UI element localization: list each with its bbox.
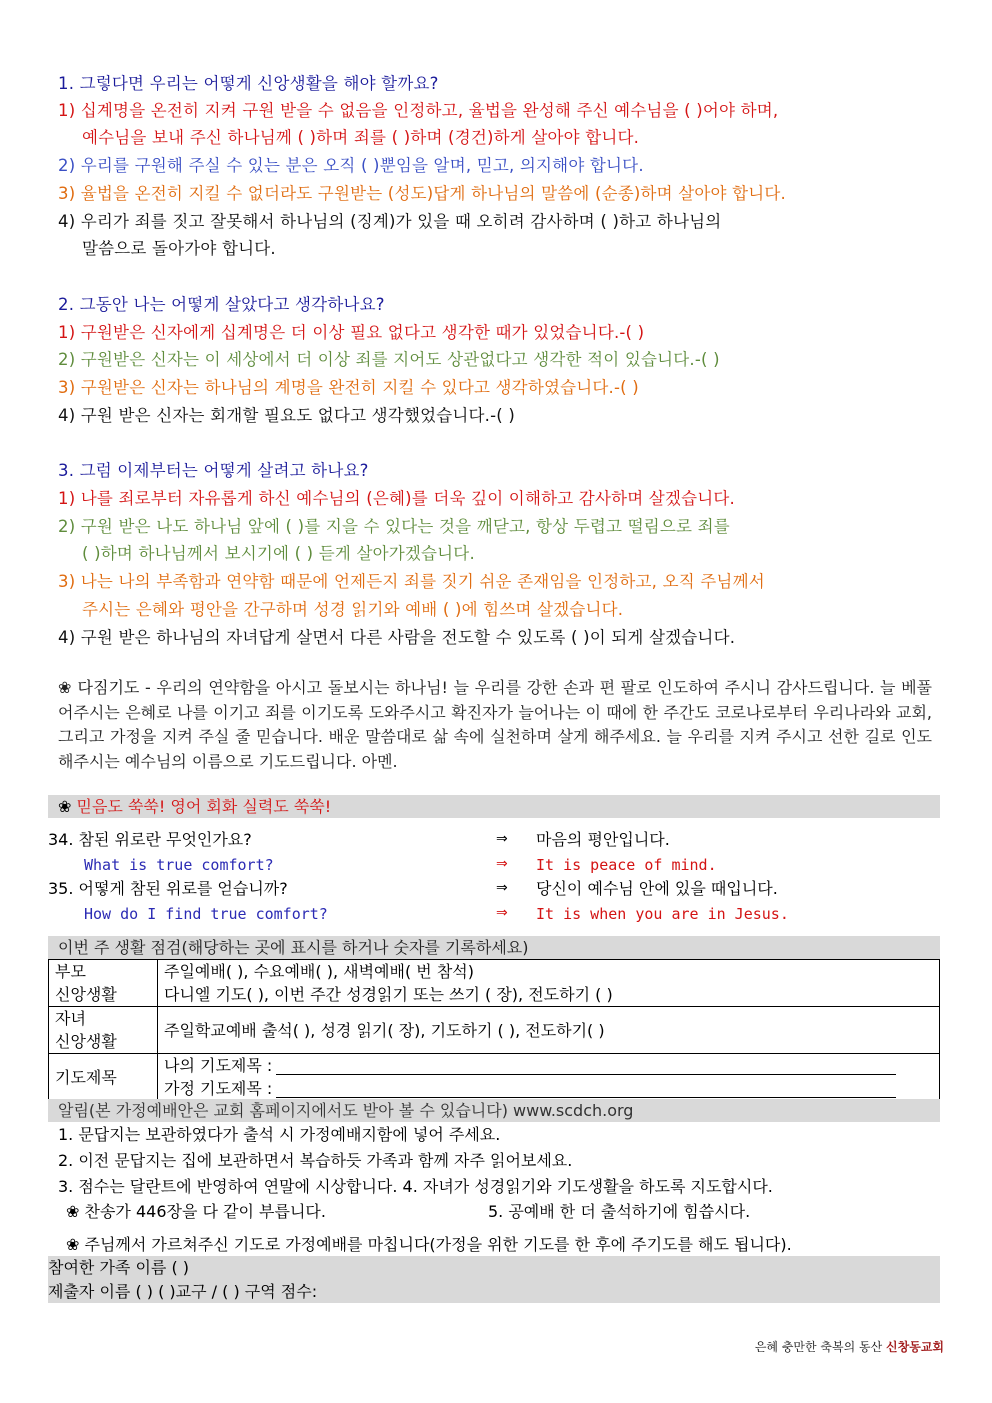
section1-item1: 1) 십계명을 온전히 지켜 구원 받을 수 없음을 인정하고, 율법을 완성해 주신 예수님을 ( )어야 하며,: [58, 101, 779, 120]
q35-english: How do I find true comfort?: [84, 905, 328, 923]
prayer-label: 기도제목: [49, 1054, 158, 1101]
commitment-prayer: [58, 676, 932, 774]
family-names-field[interactable]: 참여한 가족 이름 ( ): [48, 1258, 190, 1277]
prayer-text: - 우리의 연약함을 아시고 돌보시는 하나님! 늘 우리를 강한 손과 편 팔로 인도하여 주시니 감사드립니다. 늘 베풀어주시는 은혜로 나를 이기고 죄를 이기도록 도와주시고 확진자가 늘어나는 이 때에 한 주간도 코로나로부터 우리나라와 교회, 그리고 가정을 지켜 주실 줄 믿습니다. 배운 말씀대로 삶 속에 실천하며 살게 해주세요. 늘 우리를 지켜 주시고 선한 길로 인도해주시는 예수님의 이름으로 기도드립니다. 아멘.: [58, 678, 932, 771]
weekly-check-title: 이번 주 생활 점검: [58, 938, 182, 957]
arrow-icon: ⇒: [496, 856, 508, 872]
parent-line2: 다니엘 기도( ), 이번 주간 성경읽기 또는 쓰기 ( 장), 전도하기 ( ): [164, 985, 613, 1004]
flower-icon: ❀: [58, 797, 72, 816]
weekly-check-note: (해당하는 곳에 표시를 하거나 숫자를 기록하세요): [181, 938, 529, 957]
section2-item4: 4) 구원 받은 신자는 회개할 필요도 없다고 생각했었습니다.-( ): [58, 406, 515, 425]
parent-label-line: 부모: [55, 962, 86, 981]
section3-item2-cont: ( )하며 하나님께서 보시기에 ( ) 듣게 살아가겠습니다.: [82, 544, 475, 563]
notice-note: (본 가정예배안은 교회 홈페이지에서도 받아 볼 수 있습니다) www.scdch.org: [88, 1101, 634, 1120]
parent-label-line: 신앙생활: [55, 985, 117, 1004]
flower-icon: ❀: [66, 1202, 80, 1221]
q34-korean: 34. 참된 위로란 무엇인가요?: [48, 830, 252, 849]
prayer-fields[interactable]: [158, 1054, 940, 1101]
english-bar: [48, 795, 940, 818]
section2-heading: 2. 그동안 나는 어떻게 살았다고 생각하나요?: [58, 295, 385, 314]
section3-item3: 3) 나는 나의 부족함과 연약함 때문에 언제든지 죄를 짓기 쉬운 존재임을 인정하고, 오직 주님께서: [58, 572, 765, 591]
family-prayer-label: 가정 기도제목 :: [164, 1079, 273, 1098]
section3-item4: 4) 구원 받은 하나님의 자녀답게 살면서 다른 사람을 전도할 수 있도록 ( )이 되게 살겠습니다.: [58, 628, 736, 647]
weekly-check-table: [48, 959, 940, 1101]
table-row: [49, 1054, 940, 1101]
notice-1: 1. 문답지는 보관하였다가 출석 시 가정예배지함에 넣어 주세요.: [58, 1125, 501, 1144]
child-fields[interactable]: 주일학교예배 출석( ), 성경 읽기( 장), 기도하기 ( ), 전도하기( ): [158, 1007, 940, 1054]
parent-fields[interactable]: [158, 960, 940, 1007]
section3-heading: 3. 그럼 이제부터는 어떻게 살려고 하나요?: [58, 461, 369, 480]
closing-line: [66, 1232, 792, 1257]
family-prayer-field[interactable]: [276, 1081, 896, 1098]
section3-item1: 1) 나를 죄로부터 자유롭게 하신 예수님의 (은혜)를 더욱 깊이 이해하고 감사하며 살겠습니다.: [58, 489, 735, 508]
a34-korean: 마음의 평안입니다.: [536, 830, 670, 849]
a35-korean: 당신이 예수님 안에 있을 때입니다.: [536, 879, 778, 898]
notice-bar: [48, 1099, 940, 1122]
notice-title: 알림: [58, 1101, 89, 1120]
section3-item2: 2) 구원 받은 나도 하나님 앞에 ( )를 지을 수 있다는 것을 깨닫고, 항상 두렵고 떨림으로 죄를: [58, 517, 730, 536]
notice-3: 3. 점수는 달란트에 반영하여 연말에 시상합니다. 4. 자녀가 성경읽기와 기도생활을 하도록 지도합시다.: [58, 1177, 773, 1196]
prayer-title: 다짐기도: [77, 678, 140, 697]
section3-item3-cont: 주시는 은혜와 평안을 간구하며 성경 읽기와 예배 ( )에 힘쓰며 살겠습니다.: [82, 600, 624, 619]
weekly-check-bar: [48, 936, 940, 959]
a35-english: It is when you are in Jesus.: [536, 905, 789, 923]
child-label: [49, 1007, 158, 1054]
q35-korean: 35. 어떻게 참된 위로를 얻습니까?: [48, 879, 288, 898]
section1-item1-cont: 예수님을 보내 주신 하나님께 ( )하며 죄를 ( )하며 (경건)하게 살아야 합니다.: [82, 128, 640, 147]
hymn-line: [66, 1199, 326, 1224]
section1-item3: 3) 율법을 온전히 지킬 수 없더라도 구원받는 (성도)답게 하나님의 말씀에 (순종)하며 살아야 합니다.: [58, 184, 786, 203]
section1-item2: 2) 우리를 구원해 주실 수 있는 분은 오직 ( )뿐임을 알며, 믿고, 의지해야 합니다.: [58, 156, 644, 175]
closing-note: (가정을 위한 기도를 한 후에 주기도를 해도 됩니다).: [429, 1235, 792, 1254]
section2-item3: 3) 구원받은 신자는 하나님의 계명을 완전히 지킬 수 있다고 생각하였습니다.-( ): [58, 378, 639, 397]
hymn-text: 찬송가 446장을 다 같이 부릅니다.: [84, 1202, 326, 1221]
child-label-line: 자녀: [55, 1009, 86, 1028]
section2-item2: 2) 구원받은 신자는 이 세상에서 더 이상 죄를 지어도 상관없다고 생각한 적이 있습니다.-( ): [58, 350, 720, 369]
my-prayer-label: 나의 기도제목 :: [164, 1056, 273, 1075]
notice-2: 2. 이전 문답지는 집에 보관하면서 복습하듯 가족과 함께 자주 읽어보세요.: [58, 1151, 573, 1170]
notice-5: 5. 공예배 한 더 출석하기에 힘씁시다.: [488, 1202, 751, 1221]
flower-icon: ❀: [66, 1235, 80, 1254]
closing-text: 주님께서 가르쳐주신 기도로 가정예배를 마칩니다: [84, 1235, 430, 1254]
q34-english: What is true comfort?: [84, 856, 274, 874]
section1-heading: 1. 그렇다면 우리는 어떻게 신앙생활을 해야 할까요?: [58, 74, 439, 93]
arrow-icon: ⇒: [496, 880, 508, 896]
footer: [755, 1338, 944, 1355]
section1-item4: 4) 우리가 죄를 짓고 잘못해서 하나님의 (징계)가 있을 때 오히려 감사하며 ( )하고 하나님의: [58, 212, 722, 231]
flower-icon: ❀: [58, 678, 72, 697]
section2-item1: 1) 구원받은 신자에게 십계명은 더 이상 필요 없다고 생각한 때가 있었습니다.-( ): [58, 323, 645, 342]
submitter-field[interactable]: 제출자 이름 ( ) ( )교구 / ( ) 구역 점수:: [48, 1282, 318, 1301]
church-name: 신창동교회: [886, 1340, 944, 1354]
arrow-icon: ⇒: [496, 831, 508, 847]
child-label-line: 신앙생활: [55, 1032, 117, 1051]
a34-english: It is peace of mind.: [536, 856, 717, 874]
arrow-icon: ⇒: [496, 905, 508, 921]
my-prayer-field[interactable]: [276, 1058, 896, 1075]
table-row: [49, 1007, 940, 1054]
parent-label: [49, 960, 158, 1007]
parent-line1: 주일예배( ), 수요예배( ), 새벽예배( 번 참석): [164, 962, 474, 981]
footer-slogan: 은혜 충만한 축복의 동산: [754, 1340, 887, 1354]
english-title: 믿음도 쑥쑥! 영어 회화 실력도 쑥쑥!: [76, 797, 332, 816]
section1-item4-cont: 말씀으로 돌아가야 합니다.: [82, 239, 276, 258]
table-row: [49, 960, 940, 1007]
